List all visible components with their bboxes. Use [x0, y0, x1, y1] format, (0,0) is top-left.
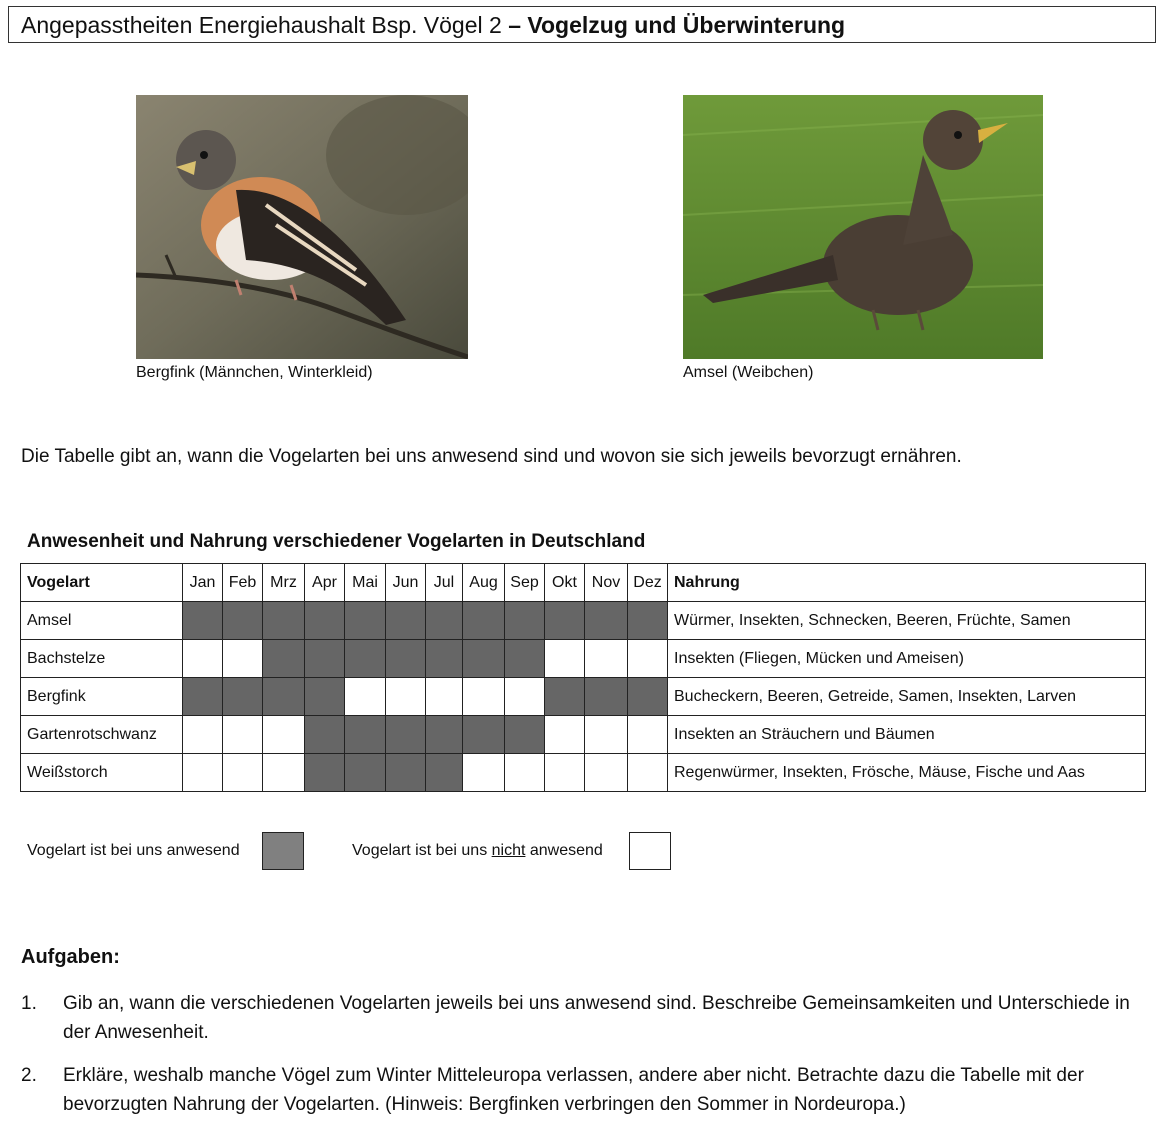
presence-cell-dez — [628, 678, 668, 716]
species-name: Weißstorch — [21, 754, 183, 792]
species-name: Gartenrotschwanz — [21, 716, 183, 754]
presence-cell-mrz — [263, 640, 305, 678]
presence-cell-aug — [463, 716, 505, 754]
presence-cell-okt — [545, 754, 585, 792]
header-month-aug: Aug — [463, 564, 505, 602]
brambling-caption: Bergfink (Männchen, Winterkleid) — [136, 364, 373, 381]
food-cell: Bucheckern, Beeren, Getreide, Samen, Insekten, Larven — [668, 678, 1146, 716]
species-name: Bachstelze — [21, 640, 183, 678]
header-month-dez: Dez — [628, 564, 668, 602]
presence-cell-okt — [545, 640, 585, 678]
presence-cell-dez — [628, 640, 668, 678]
presence-cell-jun — [386, 754, 426, 792]
presence-cell-dez — [628, 716, 668, 754]
title-bold: – Vogelzug und Überwinterung — [508, 12, 846, 38]
species-name: Bergfink — [21, 678, 183, 716]
presence-cell-jun — [386, 716, 426, 754]
presence-cell-jun — [386, 602, 426, 640]
presence-cell-jul — [426, 716, 463, 754]
task-2 — [21, 1061, 1151, 1119]
table-row — [21, 602, 1146, 640]
table-row — [21, 716, 1146, 754]
presence-cell-jan — [183, 716, 223, 754]
presence-cell-aug — [463, 754, 505, 792]
header-species: Vogelart — [21, 564, 183, 602]
task-1-number: 1. — [21, 993, 37, 1014]
intro-text: Die Tabelle gibt an, wann die Vogelarten bei uns anwesend sind und wovon sie sich jeweils bevorzugt ernähren. — [21, 446, 962, 467]
header-month-sep: Sep — [505, 564, 545, 602]
presence-cell-sep — [505, 716, 545, 754]
presence-cell-dez — [628, 754, 668, 792]
blackbird-photo — [683, 95, 1043, 359]
table-row — [21, 640, 1146, 678]
header-month-jun: Jun — [386, 564, 426, 602]
presence-cell-mrz — [263, 602, 305, 640]
presence-cell-sep — [505, 602, 545, 640]
blackbird-caption: Amsel (Weibchen) — [683, 364, 814, 381]
header-month-jan: Jan — [183, 564, 223, 602]
legend-absent-label — [352, 842, 603, 860]
table-body — [21, 602, 1146, 792]
presence-cell-feb — [223, 640, 263, 678]
presence-cell-aug — [463, 640, 505, 678]
presence-cell-nov — [585, 716, 628, 754]
task-1-text: Gib an, wann die verschiedenen Vogelarten jeweils bei uns anwesend sind. Beschreibe Gemeinsamkeiten und Unterschiede in der Anwesenheit. — [63, 993, 1130, 1043]
header-month-jul: Jul — [426, 564, 463, 602]
presence-cell-aug — [463, 678, 505, 716]
presence-cell-sep — [505, 754, 545, 792]
presence-cell-mai — [345, 716, 386, 754]
header-month-okt: Okt — [545, 564, 585, 602]
presence-cell-sep — [505, 678, 545, 716]
presence-cell-mai — [345, 640, 386, 678]
legend-present-swatch — [262, 832, 304, 870]
table-title: Anwesenheit und Nahrung verschiedener Vogelarten in Deutschland — [27, 531, 646, 552]
header-food: Nahrung — [668, 564, 1146, 602]
presence-cell-jul — [426, 602, 463, 640]
legend-present-label: Vogelart ist bei uns anwesend — [27, 842, 240, 859]
table-row — [21, 678, 1146, 716]
presence-cell-jan — [183, 640, 223, 678]
presence-cell-nov — [585, 602, 628, 640]
presence-cell-apr — [305, 754, 345, 792]
legend-absent-post: anwesend — [525, 842, 603, 859]
presence-table — [20, 563, 1146, 792]
species-name: Amsel — [21, 602, 183, 640]
presence-cell-jul — [426, 678, 463, 716]
food-cell: Würmer, Insekten, Schnecken, Beeren, Früchte, Samen — [668, 602, 1146, 640]
presence-cell-sep — [505, 640, 545, 678]
tasks-heading: Aufgaben: — [21, 946, 120, 968]
header-month-feb: Feb — [223, 564, 263, 602]
presence-cell-jan — [183, 754, 223, 792]
presence-cell-mai — [345, 678, 386, 716]
presence-cell-feb — [223, 678, 263, 716]
presence-cell-okt — [545, 602, 585, 640]
presence-cell-feb — [223, 716, 263, 754]
presence-cell-jan — [183, 602, 223, 640]
presence-cell-apr — [305, 602, 345, 640]
legend-absent-underlined: nicht — [491, 842, 526, 859]
header-month-nov: Nov — [585, 564, 628, 602]
page-title — [8, 6, 1156, 43]
presence-cell-jul — [426, 640, 463, 678]
header-month-apr: Apr — [305, 564, 345, 602]
presence-cell-apr — [305, 640, 345, 678]
legend-absent-swatch — [629, 832, 671, 870]
title-main: Angepasstheiten Energiehaushalt Bsp. Vögel 2 — [21, 12, 509, 38]
food-cell: Insekten (Fliegen, Mücken und Ameisen) — [668, 640, 1146, 678]
header-month-mrz: Mrz — [263, 564, 305, 602]
presence-cell-jun — [386, 678, 426, 716]
task-1 — [21, 989, 1151, 1047]
food-cell: Insekten an Sträuchern und Bäumen — [668, 716, 1146, 754]
presence-cell-okt — [545, 678, 585, 716]
table-header-row — [21, 564, 1146, 602]
legend-absent-pre: Vogelart ist bei uns — [352, 842, 492, 859]
presence-cell-mai — [345, 754, 386, 792]
task-2-number: 2. — [21, 1065, 37, 1086]
presence-cell-feb — [223, 602, 263, 640]
table-row — [21, 754, 1146, 792]
presence-cell-mrz — [263, 678, 305, 716]
presence-cell-mai — [345, 602, 386, 640]
presence-cell-jun — [386, 640, 426, 678]
presence-cell-nov — [585, 754, 628, 792]
presence-cell-okt — [545, 716, 585, 754]
presence-cell-jan — [183, 678, 223, 716]
presence-cell-mrz — [263, 754, 305, 792]
presence-cell-nov — [585, 678, 628, 716]
task-2-text: Erkläre, weshalb manche Vögel zum Winter Mitteleuropa verlassen, andere aber nicht. Betrachte dazu die Tabelle mit der bevorzugten Nahrung der Vogelarten. (Hinweis: Bergfinken verbringen den Sommer in Nordeuropa.) — [63, 1065, 1084, 1115]
presence-cell-aug — [463, 602, 505, 640]
presence-cell-mrz — [263, 716, 305, 754]
presence-cell-apr — [305, 716, 345, 754]
food-cell: Regenwürmer, Insekten, Frösche, Mäuse, Fische und Aas — [668, 754, 1146, 792]
presence-cell-apr — [305, 678, 345, 716]
header-month-mai: Mai — [345, 564, 386, 602]
presence-cell-jul — [426, 754, 463, 792]
brambling-photo — [136, 95, 468, 359]
presence-cell-feb — [223, 754, 263, 792]
presence-cell-nov — [585, 640, 628, 678]
presence-cell-dez — [628, 602, 668, 640]
